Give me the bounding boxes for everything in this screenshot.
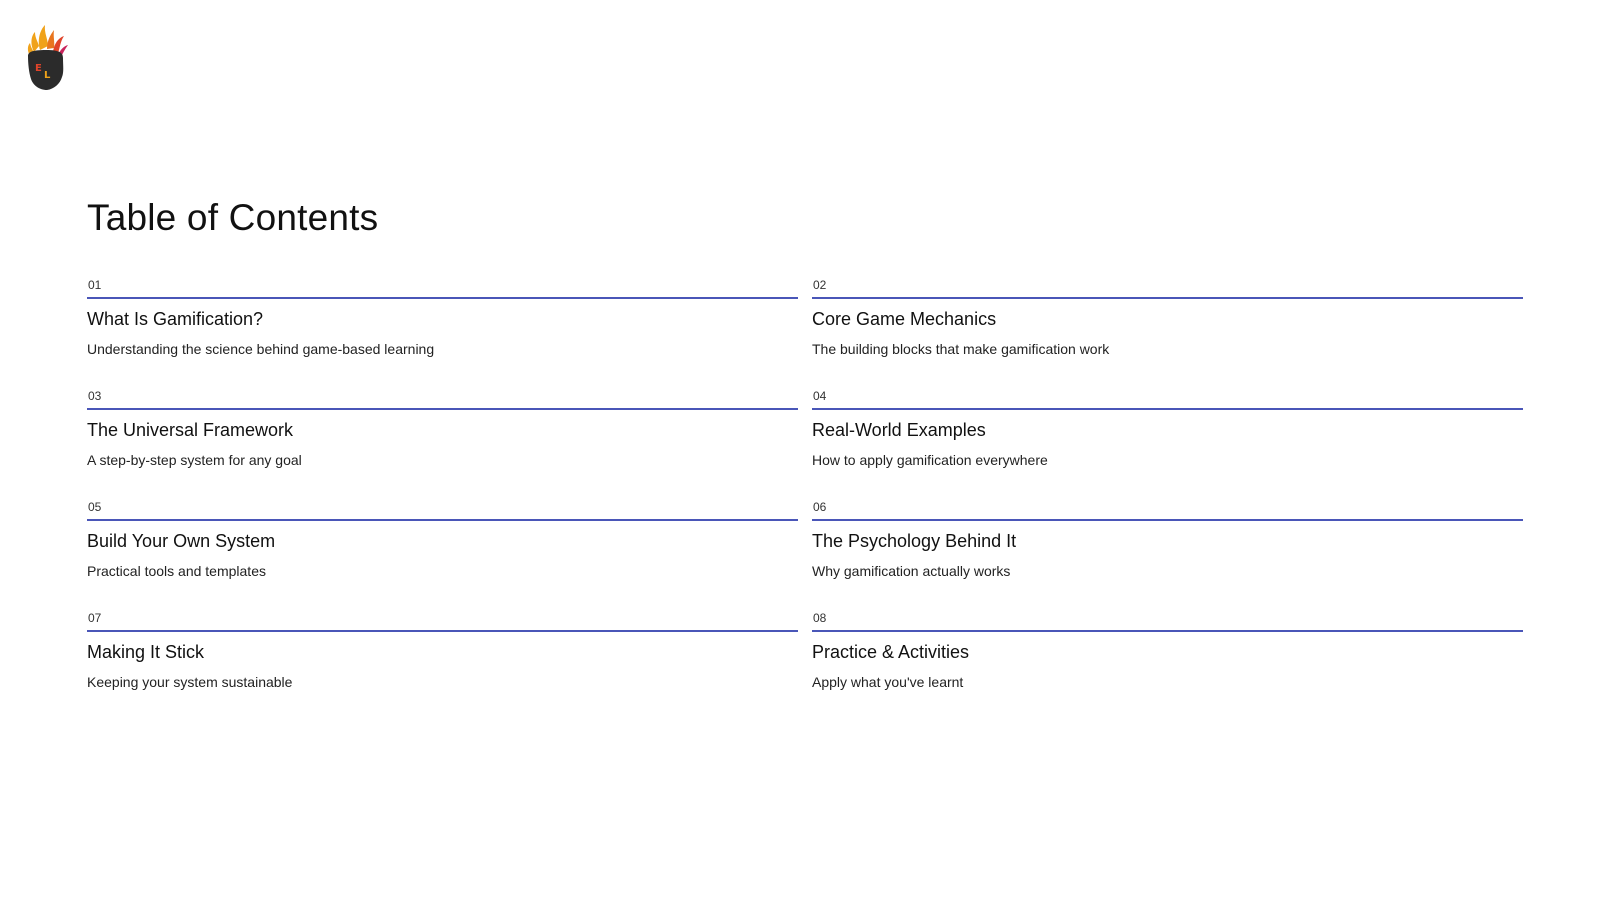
toc-item-divider [812, 519, 1523, 521]
toc-item-description: Why gamification actually works [812, 563, 1011, 579]
toc-item-divider [812, 408, 1523, 410]
toc-item[interactable] [812, 389, 1523, 500]
toc-item-title[interactable]: Practice & Activities [812, 642, 970, 662]
toc-item-description: Practical tools and templates [87, 563, 266, 579]
toc-item-description: A step-by-step system for any goal [87, 452, 302, 468]
toc-item[interactable] [812, 500, 1523, 611]
toc-item[interactable] [87, 611, 798, 722]
toc-item[interactable] [87, 278, 798, 389]
toc-item-description: Keeping your system sustainable [87, 674, 293, 690]
toc-item[interactable] [87, 500, 798, 611]
toc-item-divider [87, 297, 798, 299]
brand-logo [20, 22, 72, 94]
toc-item-number: 02 [813, 278, 827, 292]
toc-item-title[interactable]: What Is Gamification? [87, 309, 264, 329]
toc-item-number: 06 [813, 500, 827, 514]
flame-head-icon [20, 22, 72, 94]
toc-item-title[interactable]: The Universal Framework [87, 420, 294, 440]
toc-item[interactable] [87, 389, 798, 500]
toc-item-description: The building blocks that make gamification work [812, 341, 1110, 357]
toc-item-number: 03 [88, 389, 102, 403]
toc-item-description: How to apply gamification everywhere [812, 452, 1048, 468]
toc-item-number: 07 [88, 611, 102, 625]
toc-item-number: 05 [88, 500, 102, 514]
toc-item-divider [87, 630, 798, 632]
logo-letter-l: L [44, 70, 51, 81]
toc-list [87, 278, 1523, 722]
toc-item[interactable] [812, 278, 1523, 389]
toc-item-title[interactable]: Real-World Examples [812, 420, 986, 440]
toc-item-title[interactable]: Making It Stick [87, 642, 205, 662]
page-title: Table of Contents [87, 197, 379, 238]
toc-item-description: Understanding the science behind game-based learning [87, 341, 435, 357]
toc-item-description: Apply what you've learnt [812, 674, 964, 690]
toc-item-title[interactable]: Build Your Own System [87, 531, 276, 551]
toc-item-number: 04 [813, 389, 827, 403]
toc-item-divider [812, 297, 1523, 299]
toc-item-divider [87, 519, 798, 521]
toc-item-title[interactable]: Core Game Mechanics [812, 309, 997, 329]
toc-item[interactable] [812, 611, 1523, 722]
toc-item-number: 01 [88, 278, 102, 292]
toc-item-title[interactable]: The Psychology Behind It [812, 531, 1017, 551]
toc-item-divider [812, 630, 1523, 632]
toc-item-number: 08 [813, 611, 827, 625]
toc-item-divider [87, 408, 798, 410]
logo-letter-e: E [35, 63, 42, 74]
